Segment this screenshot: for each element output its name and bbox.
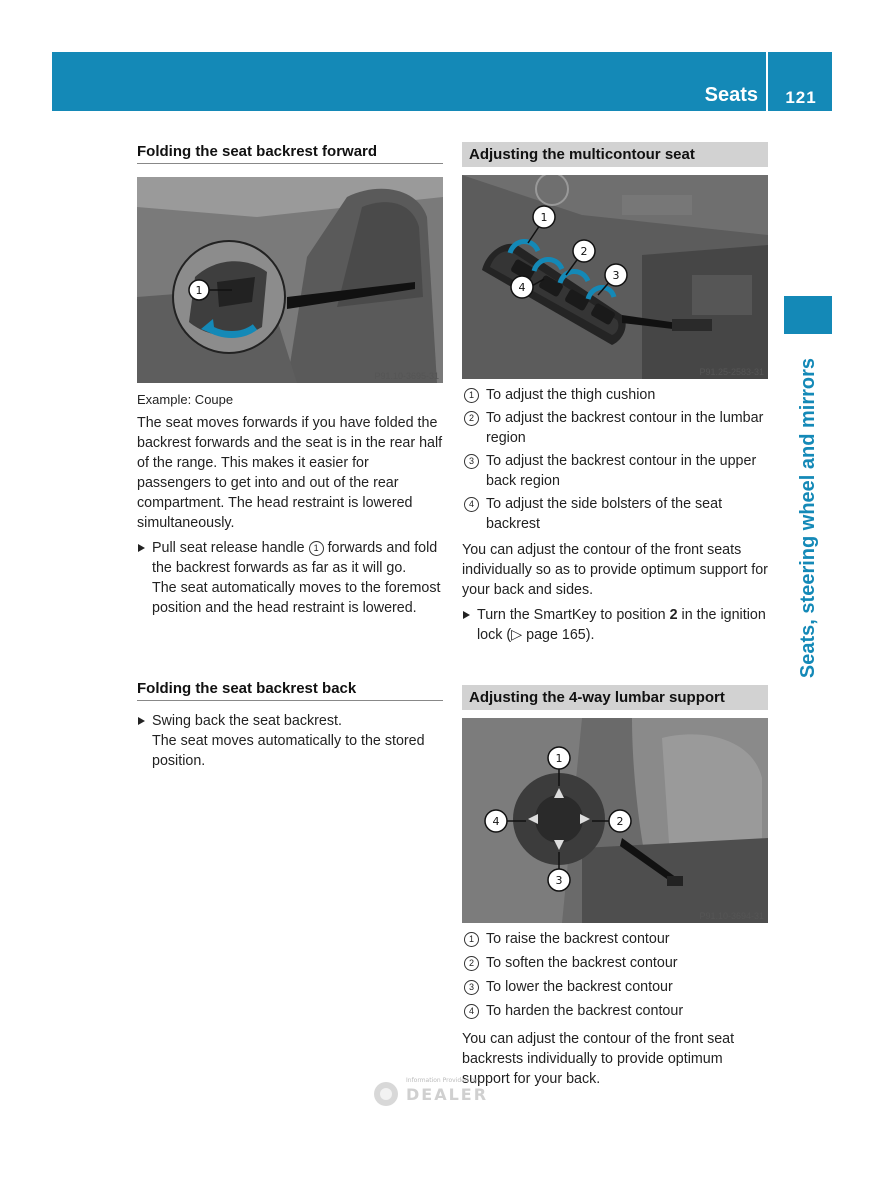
- image2-callout-3: 3: [612, 269, 620, 282]
- right-column-lumbar: [462, 685, 768, 1089]
- legend-num: 4: [464, 497, 479, 512]
- legend-num: 4: [464, 1004, 479, 1019]
- image3-code: P91.10-3694-31: [699, 911, 764, 921]
- legend-item: [462, 1001, 768, 1021]
- legend-text: To adjust the side bolsters of the seat backrest: [486, 496, 723, 532]
- legend-text: To adjust the thigh cushion: [486, 387, 656, 403]
- paragraph-multicontour: You can adjust the contour of the front seats individually so as to provide optimum support for your back and sides.: [462, 542, 768, 598]
- watermark-brand: DEALER: [406, 1085, 489, 1104]
- smartkey-text-a: Turn the SmartKey to position: [477, 607, 666, 623]
- image-caption: Example: Coupe: [137, 392, 234, 407]
- legend-text: To raise the backrest contour: [486, 931, 670, 947]
- chapter-tab: [784, 296, 832, 334]
- step2-result: The seat moves automatically to the stored position.: [152, 733, 425, 769]
- legend-multicontour: [462, 385, 768, 534]
- inline-callout-number: 1: [313, 543, 319, 553]
- legend-item: [462, 385, 768, 405]
- step-turn-smartkey: [462, 605, 768, 645]
- legend-item: [462, 451, 768, 491]
- heading-folding-back: Folding the seat backrest back: [137, 680, 443, 701]
- left-column: [137, 143, 443, 618]
- legend-num: 2: [464, 411, 479, 426]
- heading-lumbar: Adjusting the 4-way lumbar support: [462, 685, 768, 710]
- legend-item: [462, 929, 768, 949]
- legend-text: To adjust the backrest contour in the lumbar region: [486, 410, 764, 446]
- photo-lumbar: [462, 718, 768, 923]
- legend-num: 1: [464, 388, 479, 403]
- dealer-logo-icon: [372, 1072, 512, 1112]
- header-divider: [766, 52, 768, 111]
- image2-code: P91.25-2583-31: [699, 367, 764, 377]
- right-column: [462, 142, 768, 645]
- legend-text: To harden the backrest contour: [486, 1003, 684, 1019]
- step-swing-back: [137, 711, 443, 771]
- smartkey-position: 2: [669, 607, 678, 623]
- image3-callout-1: 1: [555, 752, 563, 765]
- section-title: Seats: [704, 84, 758, 106]
- bullet-arrow-icon: [138, 717, 145, 725]
- legend-lumbar: [462, 929, 768, 1021]
- legend-num: 2: [464, 956, 479, 971]
- step1-text-b: forwards and fold the backrest forwards as far as it will go.: [152, 540, 438, 576]
- photo-seat-release: [137, 177, 443, 383]
- multicontour-illustration: [462, 175, 768, 379]
- page-number: 121: [785, 88, 817, 107]
- inline-callout: [309, 541, 324, 556]
- legend-item: [462, 408, 768, 448]
- bullet-arrow-icon: [138, 544, 145, 552]
- chapter-label: Seats, steering wheel and mirrors: [797, 357, 819, 679]
- heading-multicontour: Adjusting the multicontour seat: [462, 142, 768, 167]
- image3-callout-4: 4: [492, 815, 500, 828]
- image2-callout-2: 2: [580, 245, 588, 258]
- image1-code: P91.10-3695-31: [374, 371, 439, 381]
- legend-text: To adjust the backrest contour in the upper back region: [486, 453, 757, 489]
- image2-callout-4: 4: [518, 281, 526, 294]
- image3-callout-3: 3: [555, 874, 563, 887]
- smartkey-text-b: in the ignition lock (▷ page 165).: [477, 607, 766, 643]
- photo-multicontour: [462, 175, 768, 379]
- step1-text-a: Pull seat release handle: [152, 540, 305, 556]
- image2-callout-1: 1: [540, 211, 548, 224]
- dealer-watermark: [372, 1072, 512, 1112]
- left-column-back: [137, 680, 443, 771]
- legend-item: [462, 494, 768, 534]
- seat-release-illustration: [137, 177, 443, 383]
- legend-item: [462, 953, 768, 973]
- legend-text: To soften the backrest contour: [486, 955, 678, 971]
- lumbar-illustration: [462, 718, 768, 923]
- heading-folding-forward: Folding the seat backrest forward: [137, 143, 443, 164]
- image1-callout: 1: [195, 284, 203, 297]
- legend-item: [462, 977, 768, 997]
- paragraph-lumbar: You can adjust the contour of the front seat backrests individually to provide optimum support for your back.: [462, 1031, 735, 1087]
- legend-num: 1: [464, 932, 479, 947]
- legend-text: To lower the backrest contour: [486, 979, 673, 995]
- paragraph-seat-moves: The seat moves forwards if you have folded the backrest forwards and the seat is in the rear half of the range. This makes it easier for passengers to get into and out of the rear compartment. The head restraint is lowered simultaneously.: [137, 415, 443, 531]
- step1-result: The seat automatically moves to the foremost position and the head restraint is lowered.: [152, 580, 441, 616]
- step-pull-release: [137, 538, 443, 618]
- image3-callout-2: 2: [616, 815, 624, 828]
- step2-text: Swing back the seat backrest.: [152, 713, 342, 729]
- bullet-arrow-icon: [463, 611, 470, 619]
- legend-num: 3: [464, 980, 479, 995]
- legend-num: 3: [464, 454, 479, 469]
- watermark-line1: Information Provided by: [406, 1077, 478, 1084]
